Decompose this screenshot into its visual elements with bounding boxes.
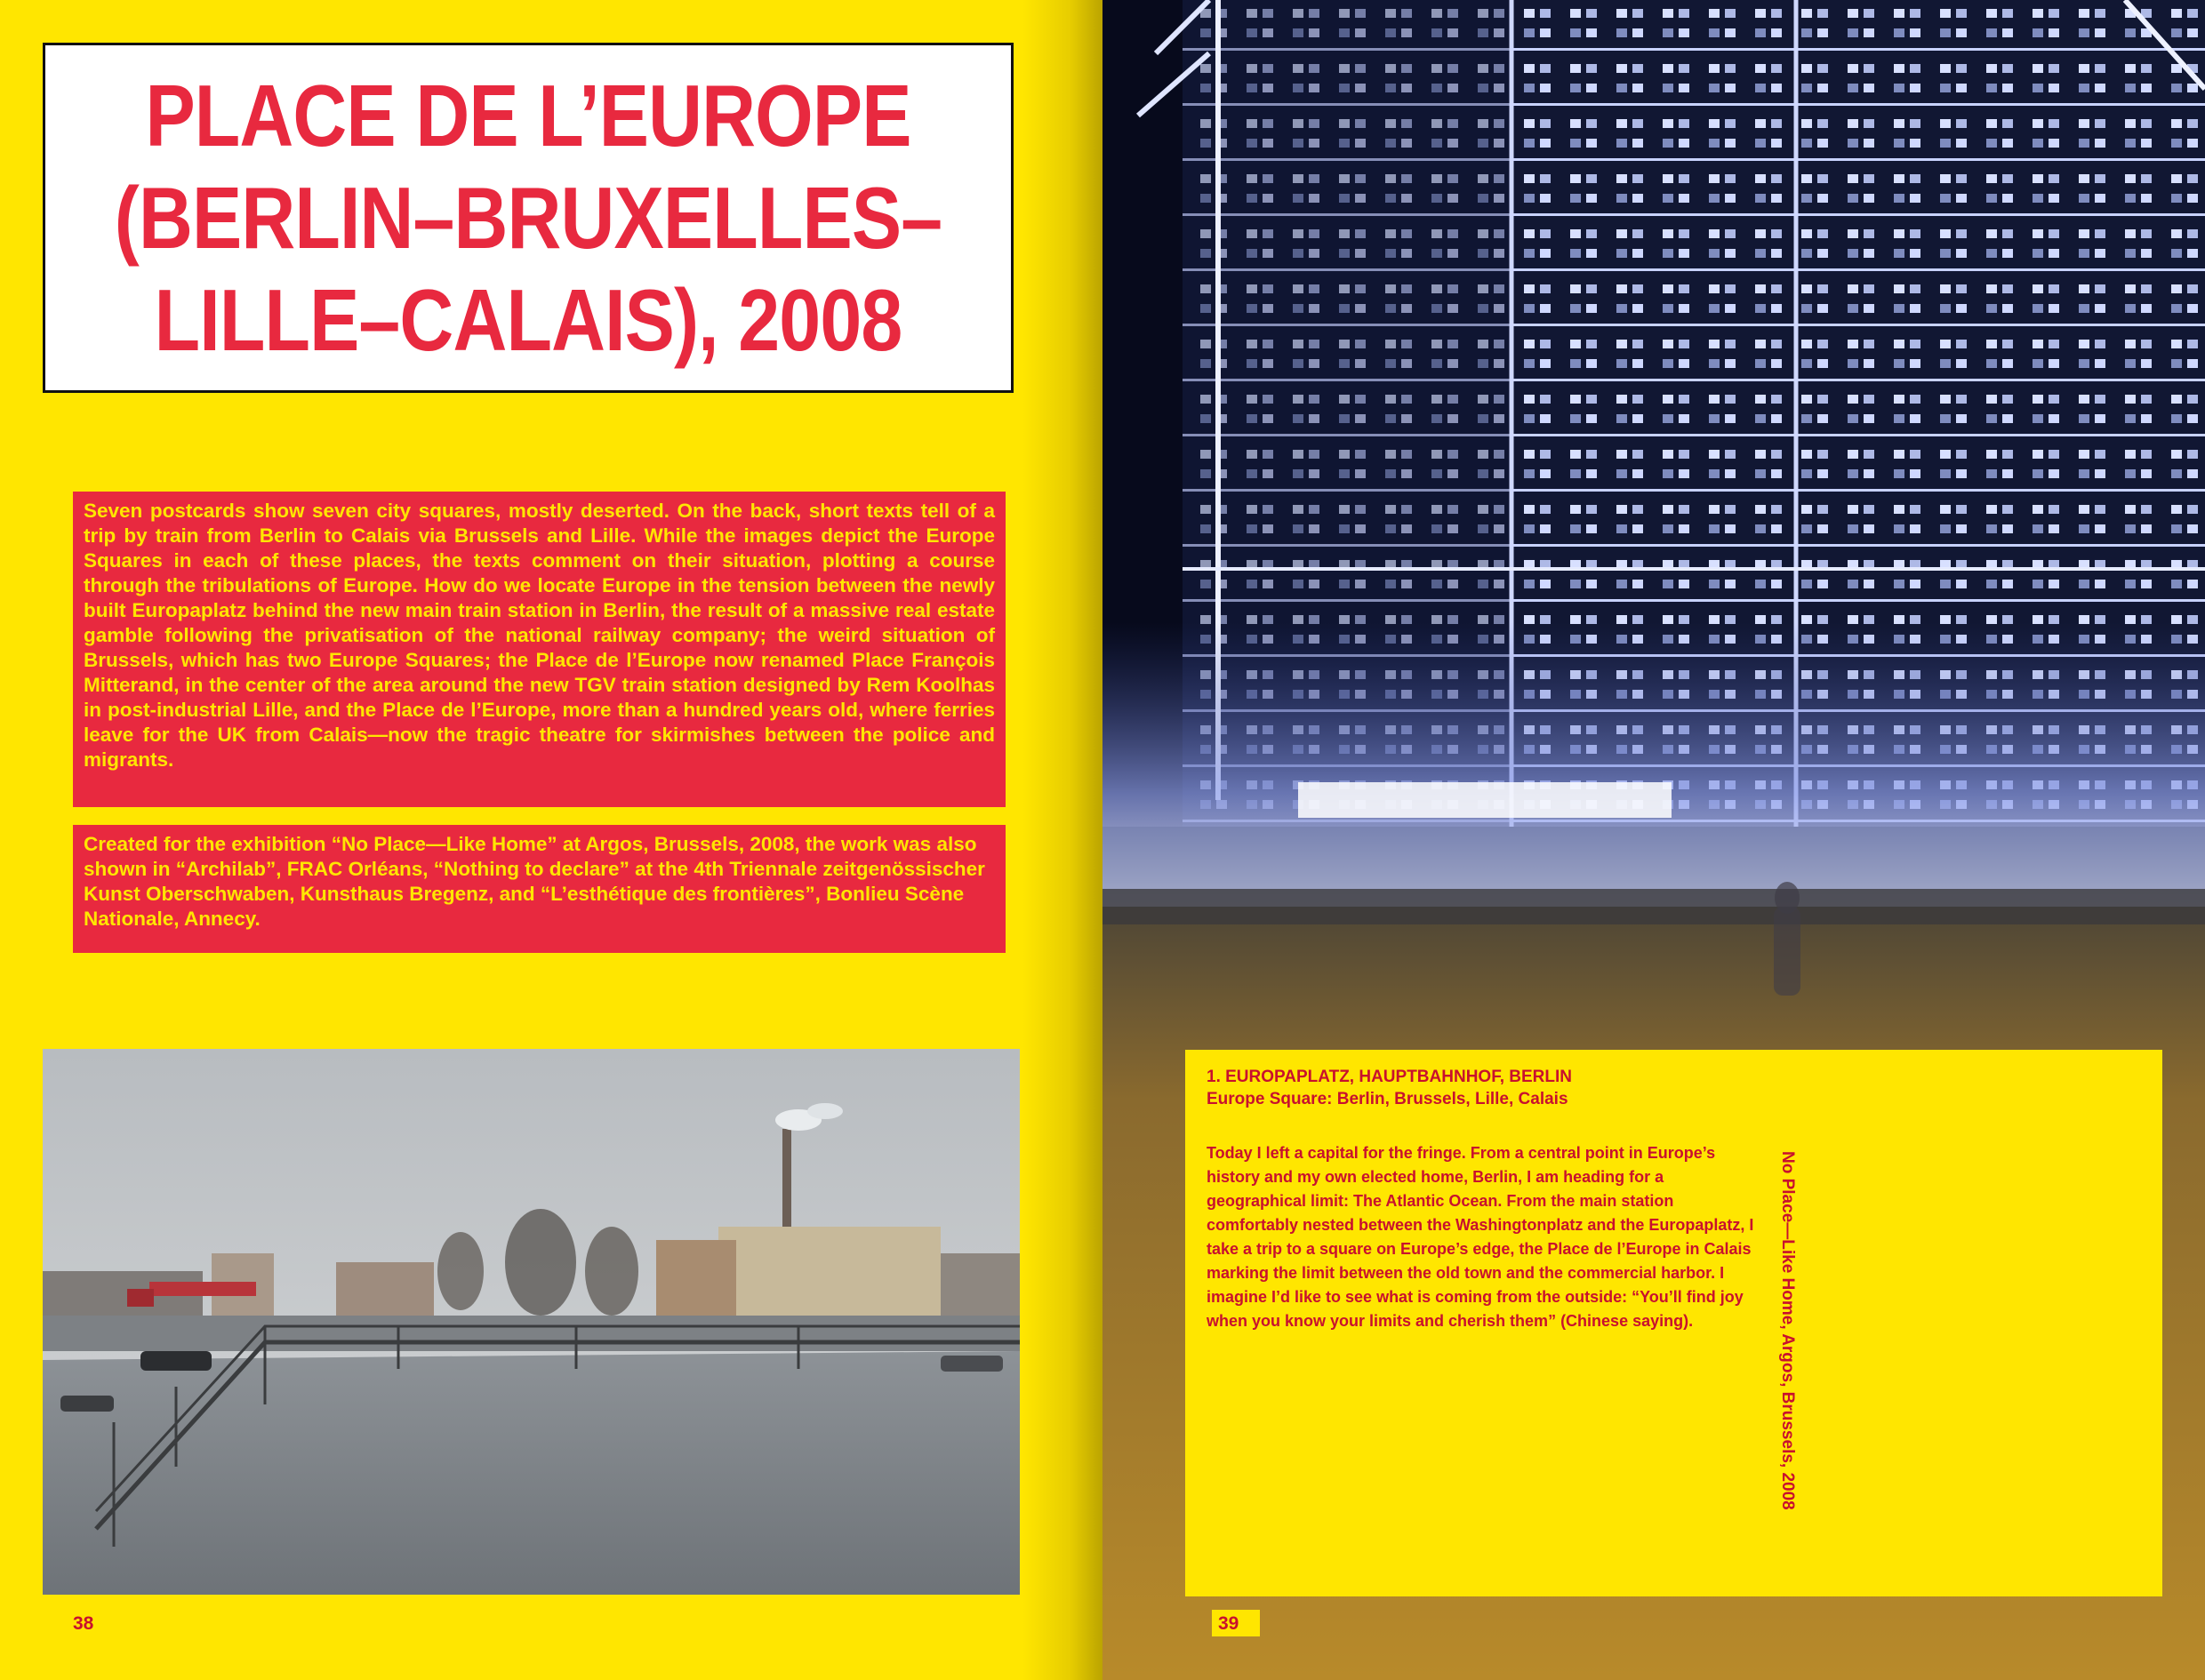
page-number-right: 39 (1218, 1613, 1239, 1634)
gutter-shadow (1022, 0, 1102, 1680)
vertical-credit: No Place—Like Home, Argos, Brussels, 2008 (1778, 1151, 1797, 1510)
caption-subtitle: Europe Square: Berlin, Brussels, Lille, Calais (1207, 1090, 1568, 1108)
intro-paragraph: Seven postcards show seven city squares, mostly deserted. On the back, short texts tell of a trip by train from Berlin to Calais via Brussels and Lille. While the images depict the Europe Squares in each of these places, the texts comment on their situation, plotting a course through the tribulations of Europe. How do we locate Europe in the tension between the newly built Europaplatz behind the new main train station in Berlin, the result of a massive real estate gamble following the privatisation of the national railway company; the weird situation of Brussels, which has two Europe Squares; the Place de l’Europe now renamed Place François Mitterand, in the center of the area around the new TGV train station designed by Rem Koolhas in post-industrial Lille, and the Place de l’Europe, more than a hundred years old, where ferries leave for the UK from Calais—now the tragic theatre for skirmishes between the police and migrants. (73, 492, 1006, 807)
left-page (0, 0, 1102, 1680)
caption-heading (1207, 1066, 1758, 1110)
page-number-left: 38 (73, 1613, 94, 1634)
caption-box (1185, 1050, 2162, 1596)
page-title: PLACE DE L’EUROPE (BERLIN–BRUXELLES– LILLE–CALAIS), 2008 (114, 66, 942, 369)
europaplatz-daytime-photo (43, 1049, 1020, 1595)
title-box (43, 43, 1014, 393)
caption-body: Today I left a capital for the fringe. From a central point in Europe’s history and my own elected home, Berlin, I am heading for a geographical limit: The Atlantic Ocean. From the main station comfortably nested between the Washingtonplatz and the Europaplatz, I take a trip to a square on Europe’s edge, the Place de l’Europe in Calais marking the limit between the old town and the commercial harbor. I imagine I’d like to see what is coming from the outside: “You’ll find joy when you know your limits and cherish them” (Chinese saying). (1207, 1144, 1754, 1330)
caption-title: 1. EUROPAPLATZ, HAUPTBAHNHOF, BERLIN (1207, 1068, 1572, 1086)
exhibition-paragraph: Created for the exhibition “No Place—Like Home” at Argos, Brussels, 2008, the work was also shown in “Archilab”, FRAC Orléans, “Nothing to declare” at the 4th Triennale zeitgenössischer Kunst Oberschwaben, Kunsthaus Bregenz, and “L’esthétique des frontières”, Bonlieu Scène Nationale, Annecy. (73, 825, 1006, 953)
